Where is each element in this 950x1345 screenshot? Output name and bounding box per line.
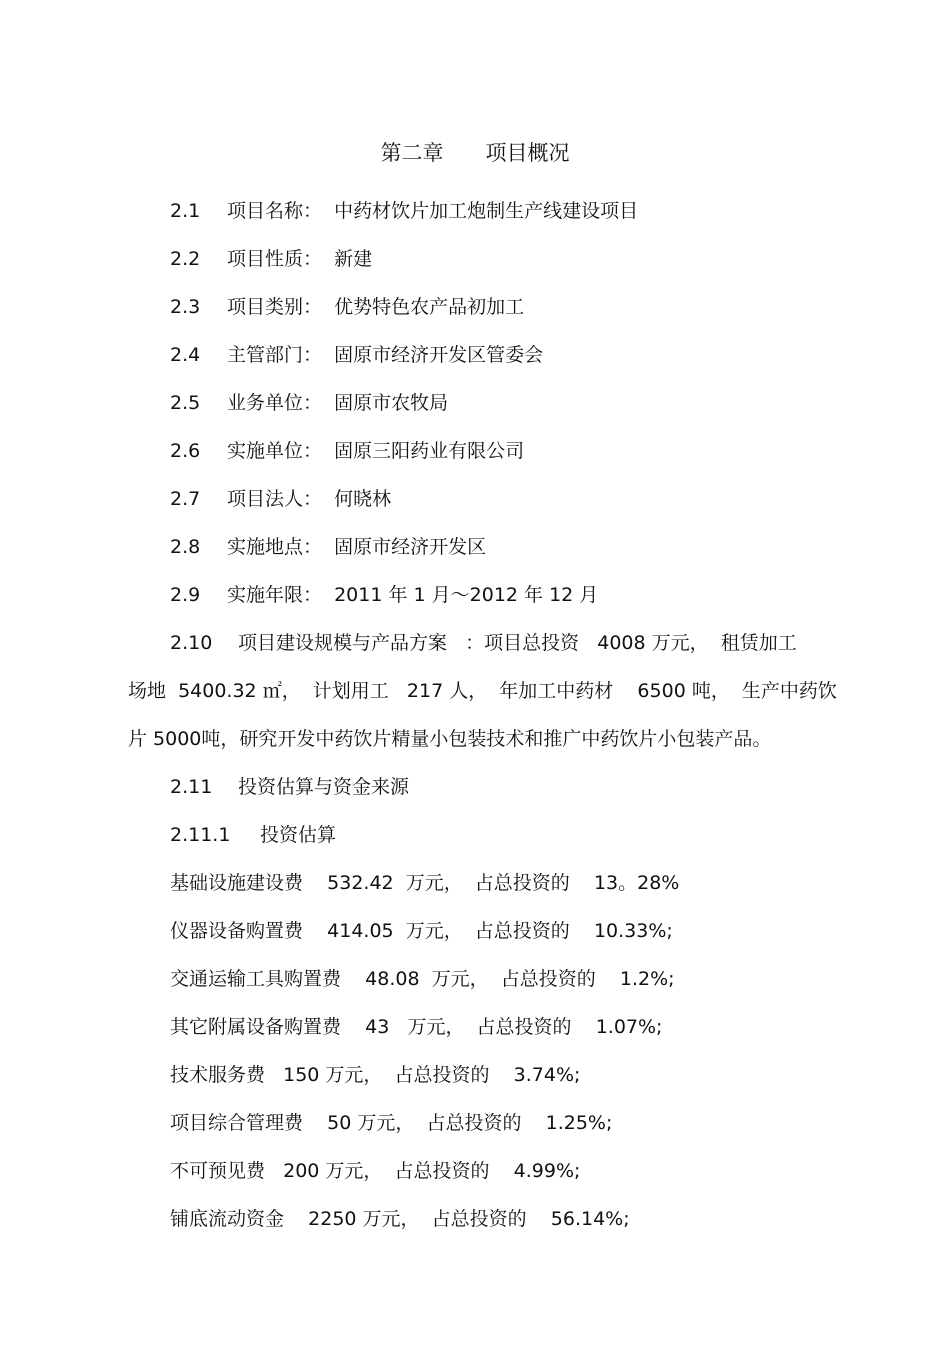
section-number: 2.9 [170, 584, 201, 606]
chapter-title: 第二章 项目概况 [380, 141, 570, 165]
section-number: 2.11 [170, 776, 213, 798]
section-text: 主管部门： 固原市经济开发区管委会 [227, 344, 544, 366]
section-text: 实施单位： 固原三阳药业有限公司 [227, 440, 525, 462]
section-2-6 [170, 437, 524, 465]
section-2-1 [170, 197, 638, 225]
section-text: 项目性质： 新建 [227, 248, 373, 270]
section-number: 2.11.1 [170, 824, 231, 846]
section-2-10-line-2: 场地 5400.32 ㎡， 计划用工 217 人， 年加工中药材 6500 吨， 生产中药饮 [128, 680, 837, 702]
investment-item: 铺底流动资金 2250 万元， 占总投资的 56.14%; [170, 1208, 630, 1230]
section-text: 项目名称： 中药材饮片加工炮制生产线建设项目 [227, 200, 639, 222]
section-2-8 [170, 533, 486, 561]
section-number: 2.8 [170, 536, 201, 558]
section-2-9 [170, 581, 598, 609]
section-text: 投资估算 [260, 824, 337, 846]
investment-item: 技术服务费 150 万元， 占总投资的 3.74%; [170, 1064, 581, 1086]
section-2-4 [170, 341, 543, 369]
section-2-11 [170, 773, 409, 801]
section-2-3 [170, 293, 524, 321]
section-number: 2.6 [170, 440, 201, 462]
section-text: 实施年限： 2011 年 1 月～2012 年 12 月 [227, 584, 599, 606]
section-number: 2.3 [170, 296, 201, 318]
section-number: 2.4 [170, 344, 201, 366]
section-2-5 [170, 389, 448, 417]
section-number: 2.1 [170, 200, 201, 222]
section-text: 实施地点： 固原市经济开发区 [227, 536, 487, 558]
section-2-11-1 [170, 821, 336, 849]
section-text: 业务单位： 固原市农牧局 [227, 392, 449, 414]
investment-item: 项目综合管理费 50 万元， 占总投资的 1.25%; [170, 1112, 613, 1134]
section-text: 投资估算与资金来源 [238, 776, 410, 798]
section-2-7 [170, 485, 391, 513]
investment-item: 仪器设备购置费 414.05 万元， 占总投资的 10.33%; [170, 920, 673, 942]
section-text: 项目建设规模与产品方案 ：项目总投资 4008 万元， 租赁加工 [238, 632, 797, 654]
section-2-10-line-3: 片 5000吨，研究开发中药饮片精量小包装技术和推广中药饮片小包装产品。 [128, 728, 772, 750]
section-text: 项目法人： 何晓林 [227, 488, 392, 510]
section-2-2 [170, 245, 372, 273]
section-2-10-line-1 [170, 629, 797, 657]
investment-item: 不可预见费 200 万元， 占总投资的 4.99%; [170, 1160, 581, 1182]
investment-item: 基础设施建设费 532.42 万元， 占总投资的 13。28% [170, 872, 680, 894]
investment-item: 交通运输工具购置费 48.08 万元， 占总投资的 1.2%; [170, 968, 675, 990]
section-number: 2.10 [170, 632, 213, 654]
section-number: 2.7 [170, 488, 201, 510]
section-text: 项目类别： 优势特色农产品初加工 [227, 296, 525, 318]
section-number: 2.5 [170, 392, 201, 414]
investment-item: 其它附属设备购置费 43 万元， 占总投资的 1.07%; [170, 1016, 663, 1038]
section-number: 2.2 [170, 248, 201, 270]
